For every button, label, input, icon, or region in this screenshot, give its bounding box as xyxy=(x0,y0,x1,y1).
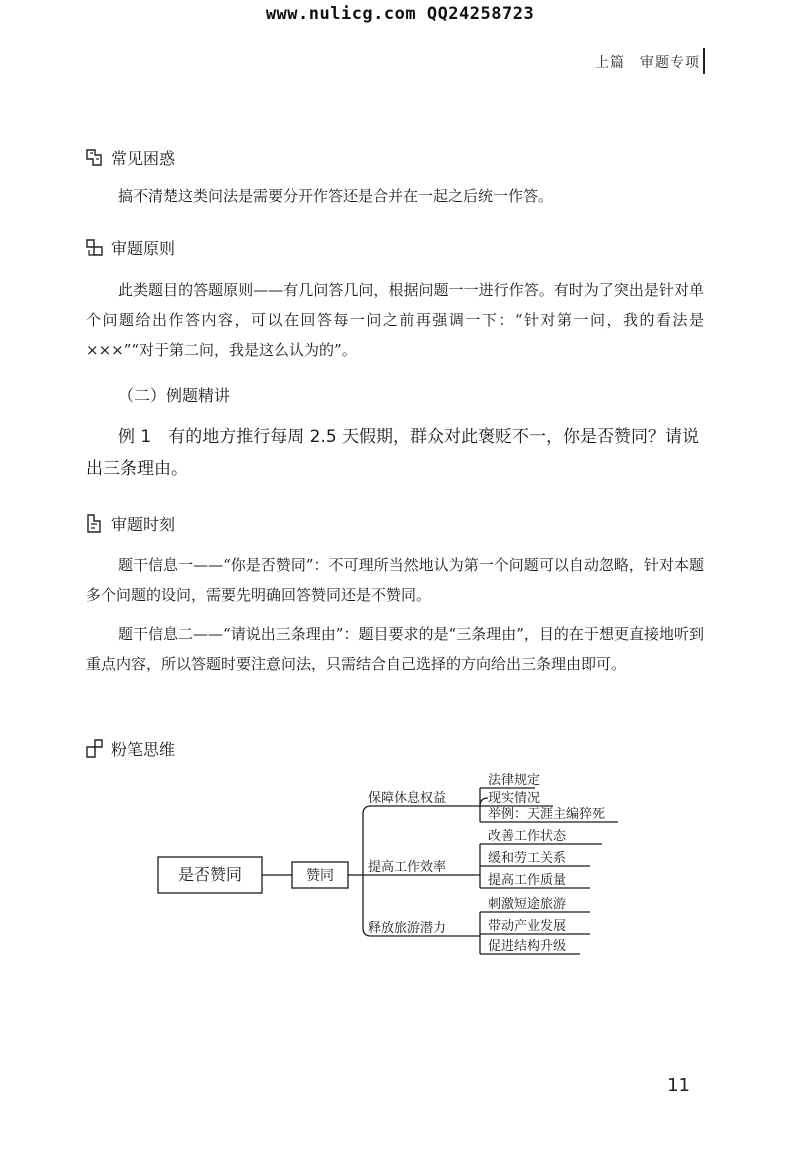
section-title: 常见困惑 xyxy=(111,149,176,168)
subheading: （二）例题精讲 xyxy=(118,386,231,405)
header-divider xyxy=(703,48,705,74)
puzzle-icon xyxy=(86,238,103,257)
paragraph: 题干信息二——“请说出三条理由”：题目要求的是“三条理由”，目的在于想更直接地听到重点内容，所以答题时要注意问法，只需结合自己选择的方向给出三条理由即可。 xyxy=(86,625,704,673)
mindmap-branch: 提高工作效率 xyxy=(368,860,447,875)
mindmap-leaf: 提高工作质量 xyxy=(488,873,567,888)
section-heading-moment xyxy=(86,512,175,535)
section-title: 粉笔思维 xyxy=(111,740,176,759)
example-question: 例 1 有的地方推行每周 2.5 天假期，群众对此褒贬不一，你是否赞同？请说出三条理由。 xyxy=(86,427,700,479)
page-number: 11 xyxy=(667,1075,690,1096)
section-heading-principle xyxy=(86,236,175,259)
mindmap-leaf: 促进结构升级 xyxy=(488,939,567,954)
mind-map xyxy=(150,770,630,970)
puzzle-icon xyxy=(86,514,103,533)
mindmap-leaf: 现实情况 xyxy=(488,791,541,806)
paragraph: 搞不清楚这类问法是需要分开作答还是合并在一起之后统一作答。 xyxy=(118,187,554,205)
puzzle-icon xyxy=(86,148,103,167)
running-header: 上篇 审题专项 xyxy=(595,55,700,71)
paragraph: 此类题目的答题原则——有几问答几问，根据问题一一进行作答。有时为了突出是针对单个问题给出作答内容，可以在回答每一问之前再强调一下：“针对第一问，我的看法是 ×××”“对于第二问，我是这么认为的”。 xyxy=(86,281,704,359)
mindmap-leaf: 举例：天涯主编猝死 xyxy=(488,807,606,822)
section-heading-confusion xyxy=(86,146,175,169)
puzzle-icon xyxy=(86,739,103,758)
watermark: www.nulicg.com QQ24258723 xyxy=(265,4,535,24)
mindmap-leaf: 改善工作状态 xyxy=(488,829,567,844)
section-title: 审题时刻 xyxy=(111,515,176,534)
mindmap-branch: 保障休息权益 xyxy=(368,791,447,806)
mindmap-root: 是否赞同 xyxy=(177,865,243,884)
section-heading-mindmap xyxy=(86,737,175,760)
mindmap-leaf: 法律规定 xyxy=(488,773,541,788)
mindmap-leaf: 带动产业发展 xyxy=(488,919,567,934)
mindmap-leaf: 刺激短途旅游 xyxy=(488,897,567,912)
mindmap-branch: 释放旅游潜力 xyxy=(368,921,447,936)
mindmap-leaf: 缓和劳工关系 xyxy=(488,851,567,866)
mindmap-stance: 赞同 xyxy=(306,868,334,884)
paragraph: 题干信息一——“你是否赞同”：不可理所当然地认为第一个问题可以自动忽略，针对本题多个问题的设问，需要先明确回答赞同还是不赞同。 xyxy=(86,556,704,604)
section-title: 审题原则 xyxy=(111,239,176,258)
